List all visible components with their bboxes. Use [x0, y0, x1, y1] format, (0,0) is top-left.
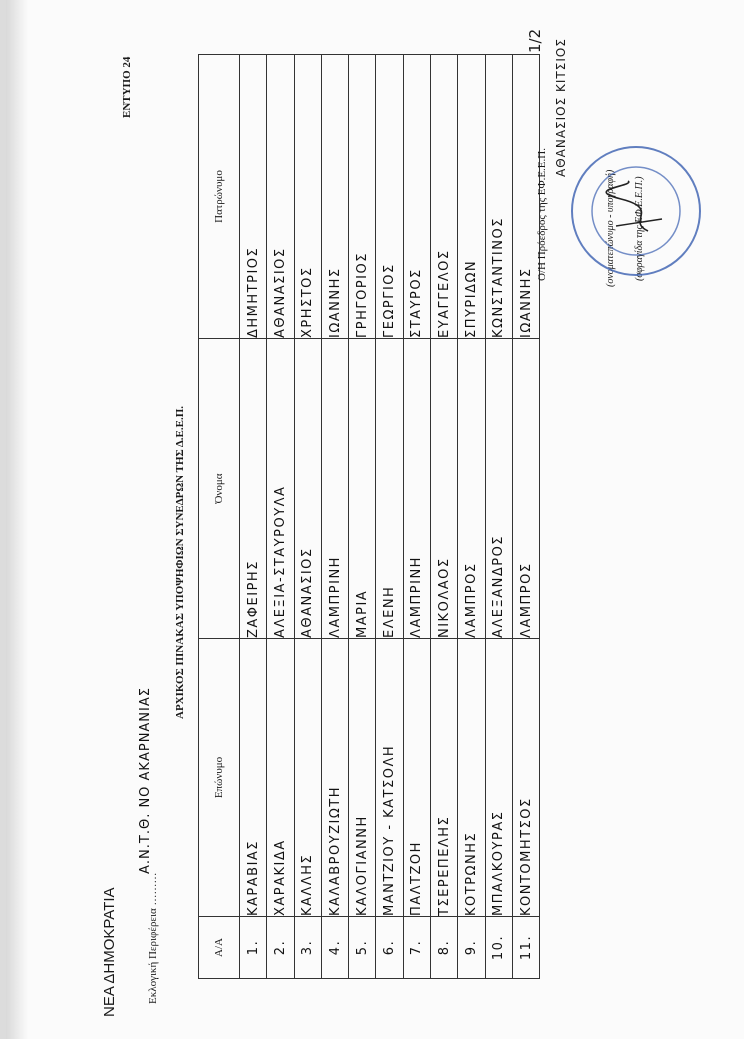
surname-cell: ΚΑΛΑΒΡΟΥΖΙΩΤΗ: [321, 639, 348, 917]
table-row: [349, 55, 376, 979]
column-header-name: Όνομα: [199, 339, 240, 639]
row-number: 10.: [485, 917, 512, 979]
patronymic-cell: ΙΩΑΝΝΗΣ: [321, 55, 348, 339]
name-cell: ΛΑΜΠΡΙΝΗ: [403, 339, 430, 639]
signature-caption: (ονοματεπώνυμο - υπογραφή): [605, 169, 616, 287]
column-header-aa: Α/Α: [199, 917, 240, 979]
patronymic-cell: ΓΕΩΡΓΙΟΣ: [376, 55, 403, 339]
president-label: Ο/Η Πρόεδρος της ΕΦ.Ε.Ε.Π.: [536, 148, 548, 281]
name-cell: ΑΘΑΝΑΣΙΟΣ: [294, 339, 321, 639]
row-number: 4.: [321, 917, 348, 979]
table-row: [403, 55, 430, 979]
row-number: 9.: [458, 917, 485, 979]
row-number: 11.: [512, 917, 539, 979]
name-cell: ΑΛΕΞΙΑ-ΣΤΑΥΡΟΥΛΑ: [267, 339, 294, 639]
patronymic-cell: ΑΘΑΝΑΣΙΟΣ: [267, 55, 294, 339]
surname-cell: ΚΑΛΛΗΣ: [294, 639, 321, 917]
surname-cell: ΚΑΡΑΒΙΑΣ: [240, 639, 267, 917]
table-row: [321, 55, 348, 979]
document-page: [6, 0, 744, 1039]
table-row: [431, 55, 458, 979]
table-row: [458, 55, 485, 979]
name-cell: ΕΛΕΝΗ: [376, 339, 403, 639]
table-row: [485, 55, 512, 979]
region-label: Εκλογική Περιφέρεια ………: [147, 872, 159, 1004]
region-value: Α.Ν.Τ.Θ. ΝΟ ΑΚΑΡΝΑΝΙΑΣ: [138, 687, 153, 874]
surname-cell: ΚΟΤΡΩΝΗΣ: [458, 639, 485, 917]
country-heading: ΝΕΑ ΔΗΜΟΚΡΑΤΙΑ: [101, 887, 118, 1017]
name-cell: ΝΙΚΟΛΑΟΣ: [431, 339, 458, 639]
row-number: 3.: [294, 917, 321, 979]
rotated-document: [6, 0, 744, 1039]
row-number: 1.: [240, 917, 267, 979]
page-count: 1/2: [526, 28, 544, 53]
surname-cell: ΚΑΛΟΓΙΑΝΝΗ: [349, 639, 376, 917]
signature-scribble: [606, 181, 648, 231]
name-cell: ΛΑΜΠΡΟΣ: [512, 339, 539, 639]
row-number: 5.: [349, 917, 376, 979]
patronymic-cell: ΚΩΝΣΤΑΝΤΙΝΟΣ: [485, 55, 512, 339]
patronymic-cell: ΧΡΗΣΤΟΣ: [294, 55, 321, 339]
document-title: ΑΡΧΙΚΟΣ ΠΙΝΑΚΑΣ ΥΠΟΨΗΦΙΩΝ ΣΥΝΕΔΡΩΝ ΤΗΣ Δ.Ε.Ε.Π.: [174, 405, 186, 719]
name-cell: ΛΑΜΠΡΟΣ: [458, 339, 485, 639]
surname-cell: ΜΠΑΛΚΟΥΡΑΣ: [485, 639, 512, 917]
form-number: ΕΝΤΥΠΟ 24: [121, 56, 133, 118]
surname-cell: ΜΑΝΤΖΙΟΥ - ΚΑΤΣΟΛΗ: [376, 639, 403, 917]
patronymic-cell: ΣΤΑΥΡΟΣ: [403, 55, 430, 339]
stamp-outer-ring: [572, 147, 700, 275]
seal-caption: (σφραγίδα της ΕΦ.Ε.Ε.Π.): [634, 176, 645, 281]
patronymic-cell: ΕΥΑΓΓΕΛΟΣ: [431, 55, 458, 339]
table-header-row: [199, 55, 240, 979]
name-cell: ΖΑΦΕΙΡΗΣ: [240, 339, 267, 639]
table-row: [376, 55, 403, 979]
signature-stroke: [616, 219, 662, 226]
table-row: [294, 55, 321, 979]
patronymic-cell: ΔΗΜΗΤΡΙΟΣ: [240, 55, 267, 339]
signature-name: ΑΘΑΝΑΣΙΟΣ ΚΙΤΣΙΟΣ: [554, 38, 568, 177]
surname-cell: ΚΟΝΤΟΜΗΤΣΟΣ: [512, 639, 539, 917]
patronymic-cell: ΣΠΥΡΙΔΩΝ: [458, 55, 485, 339]
row-number: 2.: [267, 917, 294, 979]
surname-cell: ΧΑΡΑΚΙΔΑ: [267, 639, 294, 917]
candidates-table: [198, 54, 540, 979]
surname-cell: ΠΑΛΤΖΟΗ: [403, 639, 430, 917]
official-stamp: [566, 141, 706, 281]
table-row: [267, 55, 294, 979]
patronymic-cell: ΙΩΑΝΝΗΣ: [512, 55, 539, 339]
name-cell: ΛΑΜΠΡΙΝΗ: [321, 339, 348, 639]
patronymic-cell: ΓΡΗΓΟΡΙΟΣ: [349, 55, 376, 339]
name-cell: ΜΑΡΙΑ: [349, 339, 376, 639]
column-header-surname: Επώνυμο: [199, 639, 240, 917]
stamp-inner-ring: [592, 167, 680, 255]
table-row: [240, 55, 267, 979]
row-number: 7.: [403, 917, 430, 979]
row-number: 6.: [376, 917, 403, 979]
surname-cell: ΤΣΕΡΕΠΕΛΗΣ: [431, 639, 458, 917]
column-header-patronymic: Πατρώνυμο: [199, 55, 240, 339]
name-cell: ΑΛΕΞΑΝΔΡΟΣ: [485, 339, 512, 639]
row-number: 8.: [431, 917, 458, 979]
